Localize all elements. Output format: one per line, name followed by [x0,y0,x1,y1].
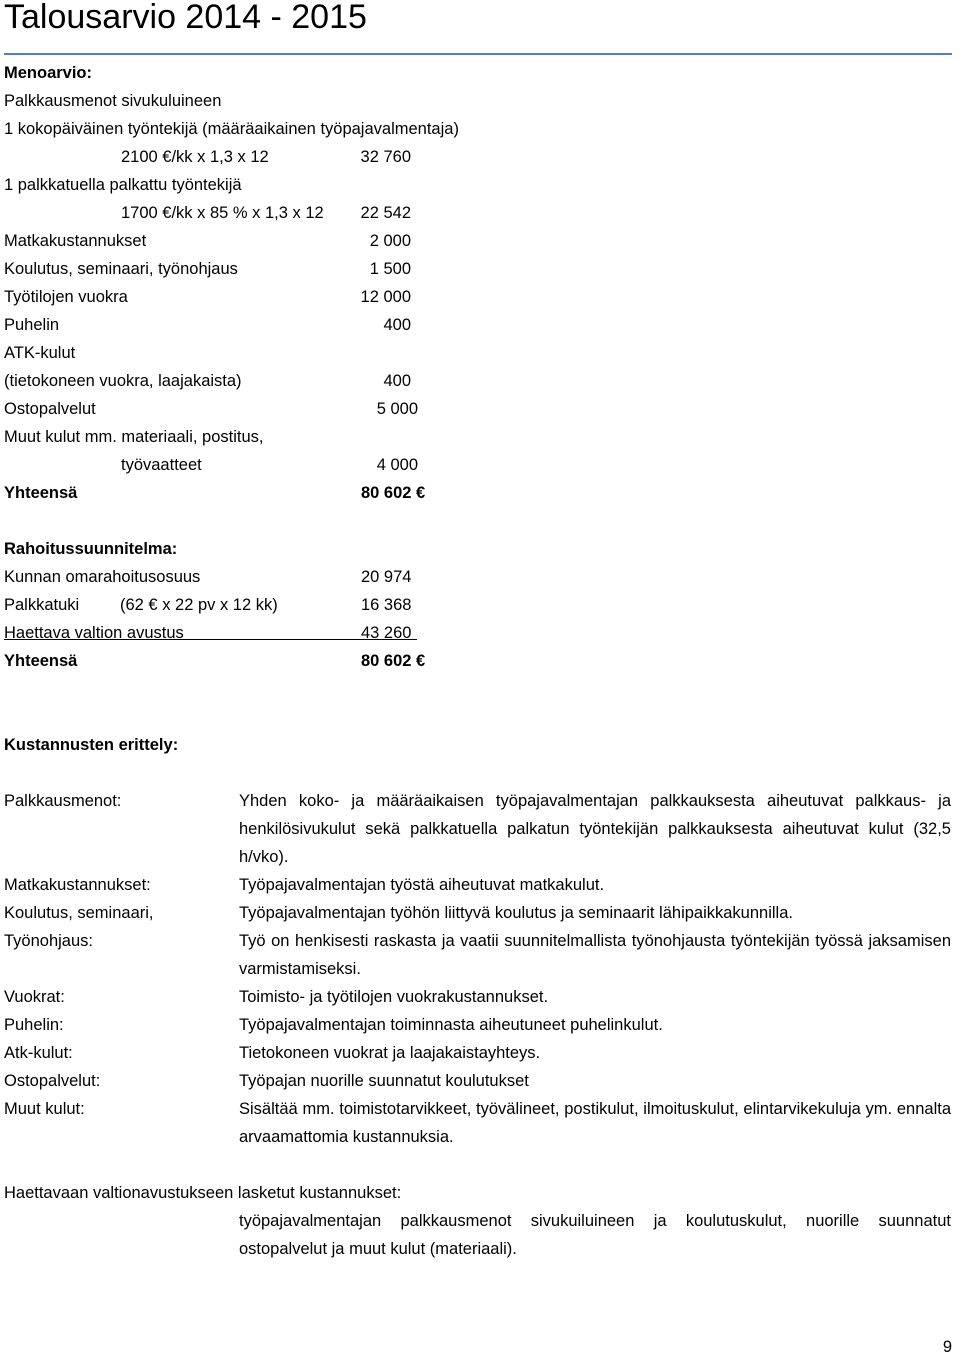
menoarvio-label: Koulutus, seminaari, työnohjaus [4,260,238,278]
menoarvio-label: 2100 €/kk x 1,3 x 12 [121,148,269,166]
menoarvio-value: 2 000 [369,232,411,250]
menoarvio-label: 1700 €/kk x 85 % x 1,3 x 12 [121,204,324,222]
rahoitus-label: Palkkatuki [4,596,80,614]
sum-underline [4,639,417,640]
menoarvio-value: 1 500 [369,260,411,278]
erittely-label: Koulutus, seminaari, [4,904,154,922]
erittely-label: Työnohjaus: [4,932,93,950]
rahoitus-label: Haettava valtion avustus [4,624,184,642]
erittely-label: Ostopalvelut: [4,1072,101,1090]
menoarvio-label: ATK-kulut [4,344,76,362]
erittely-text: Tietokoneen vuokrat ja laajakaistayhteys. [239,1044,541,1062]
menoarvio-value: 4 000 [376,456,418,474]
rahoitus-total-label: Yhteensä [4,652,78,670]
menoarvio-label: Ostopalvelut [4,400,96,418]
menoarvio-value: 12 000 [360,288,411,306]
menoarvio-value: 400 [383,316,411,334]
menoarvio-label: (tietokoneen vuokra, laajakaista) [4,372,242,390]
rahoitus-detail: (62 € x 22 pv x 12 kk) [120,596,278,614]
page-title: Talousarvio 2014 - 2015 [4,0,367,36]
rahoitus-value: 43 260 [361,624,412,642]
erittely-label: Matkakustannukset: [4,876,151,894]
menoarvio-label: Palkkausmenot sivukuluineen [4,92,222,110]
rahoitus-value: 16 368 [361,596,412,614]
erittely-label: Atk-kulut: [4,1044,73,1062]
rahoitus-label: Kunnan omarahoitusosuus [4,568,201,586]
rahoitus-total-value: 80 602 € [361,652,426,670]
erittely-text: Työpajavalmentajan työhön liittyvä koulutus ja seminaarit lähipaikkakunnilla. [239,904,793,922]
menoarvio-heading: Menoarvio: [4,64,93,82]
erittely-text: Työ on henkisesti raskasta ja vaatii suunnitelmallista työnohjausta työntekijän työssä jaksamisen varmistamiseksi. [239,932,951,978]
menoarvio-total-label: Yhteensä [4,484,78,502]
erittely-label: Puhelin: [4,1016,64,1034]
erittely-text: Työpajavalmentajan toiminnasta aiheutuneet puhelinkulut. [239,1016,663,1034]
menoarvio-value: 22 542 [360,204,411,222]
menoarvio-value: 400 [383,372,411,390]
haettava-text: työpajavalmentajan palkkausmenot sivukuiluineen ja koulutuskulut, nuorille suunnatut ostopalvelut ja muut kulut (materiaali). [239,1212,951,1258]
rahoitus-heading: Rahoitussuunnitelma: [4,540,178,558]
menoarvio-label: 1 palkkatuella palkattu työntekijä [4,176,242,194]
page-number: 9 [942,1338,952,1356]
rahoitus-value: 20 974 [361,568,412,586]
menoarvio-label: Työtilojen vuokra [4,288,128,306]
menoarvio-label: Matkakustannukset [4,232,147,250]
erittely-text: Työpajan nuorille suunnatut koulutukset [239,1072,529,1090]
menoarvio-label: Muut kulut mm. materiaali, postitus, [4,428,264,446]
erittely-text: Toimisto- ja työtilojen vuokrakustannukset. [239,988,549,1006]
title-underline [4,53,952,55]
menoarvio-value: 32 760 [360,148,411,166]
menoarvio-label: Puhelin [4,316,60,334]
haettava-heading: Haettavaan valtionavustukseen lasketut kustannukset: [4,1184,402,1202]
erittely-label: Palkkausmenot: [4,792,122,810]
menoarvio-total-value: 80 602 € [361,484,426,502]
erittely-heading: Kustannusten erittely: [4,736,179,754]
erittely-text: Sisältää mm. toimistotarvikkeet, työvälineet, postikulut, ilmoituskulut, elintarvikekuluja ym. ennalta arvaamattomia kustannuksia. [239,1100,951,1146]
erittely-text: Työpajavalmentajan työstä aiheutuvat matkakulut. [239,876,605,894]
erittely-label: Vuokrat: [4,988,65,1006]
menoarvio-label: 1 kokopäiväinen työntekijä (määräaikainen työpajavalmentaja) [4,120,459,138]
erittely-label: Muut kulut: [4,1100,85,1118]
menoarvio-value: 5 000 [376,400,418,418]
menoarvio-label: työvaatteet [121,456,202,474]
erittely-text: Yhden koko- ja määräaikaisen työpajavalmentajan palkkauksesta aiheutuvat palkkaus- ja henkilösivukulut sekä palkkatuella palkatun työntekijän palkkauksesta aiheutuvat kulut (32,5 h/vko). [239,792,951,866]
